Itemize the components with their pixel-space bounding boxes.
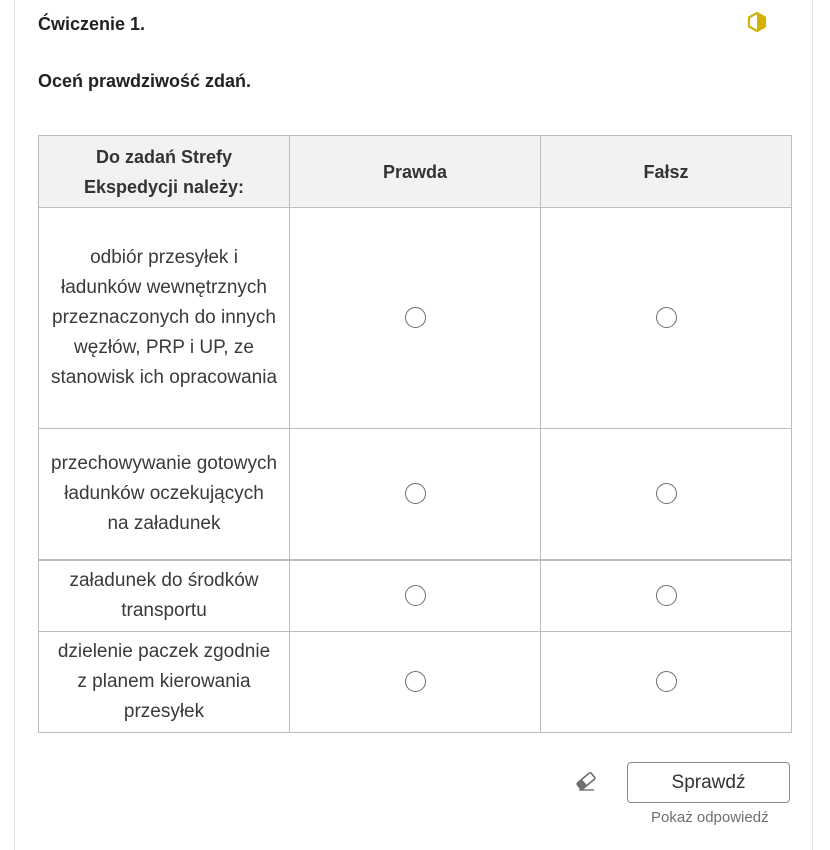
content-frame-left	[14, 0, 15, 850]
radio-prawda-4[interactable]	[405, 671, 426, 692]
prawda-cell	[290, 632, 541, 733]
table-row	[39, 560, 792, 632]
header-falsz: Fałsz	[541, 136, 792, 208]
header-statement: Do zadań Strefy Ekspedycji należy:	[39, 136, 290, 208]
table-row	[39, 208, 792, 429]
exercise-title: Ćwiczenie 1.	[38, 14, 146, 34]
exercise-instruction: Oceń prawdziwość zdań.	[38, 71, 252, 91]
prawda-cell	[290, 429, 541, 560]
hexagon-half-icon	[746, 11, 768, 33]
radio-falsz-1[interactable]	[656, 307, 677, 328]
table-row	[39, 632, 792, 733]
falsz-cell	[541, 208, 792, 429]
falsz-cell	[541, 632, 792, 733]
falsz-cell	[541, 560, 792, 632]
prawda-cell	[290, 208, 541, 429]
header-prawda: Prawda	[290, 136, 541, 208]
radio-prawda-1[interactable]	[405, 307, 426, 328]
check-button[interactable]: Sprawdź	[627, 762, 790, 803]
statement-cell: odbiór przesyłek i ładunków wewnętrznych przeznaczonych do innych węzłów, PRP i UP, ze stanowisk ich opracowania	[39, 208, 290, 429]
radio-falsz-2[interactable]	[656, 483, 677, 504]
radio-falsz-3[interactable]	[656, 585, 677, 606]
radio-falsz-4[interactable]	[656, 671, 677, 692]
statement-cell: załadunek do środków transportu	[39, 560, 290, 632]
falsz-cell	[541, 429, 792, 560]
statement-cell: dzielenie paczek zgodnie z planem kierowania przesyłek	[39, 632, 290, 733]
radio-prawda-2[interactable]	[405, 483, 426, 504]
prawda-cell	[290, 560, 541, 632]
eraser-icon[interactable]	[574, 769, 598, 793]
content-frame-right	[812, 0, 813, 850]
true-false-table	[38, 135, 792, 733]
radio-prawda-3[interactable]	[405, 585, 426, 606]
show-answer-link[interactable]: Pokaż odpowiedź	[651, 809, 769, 826]
table-row	[39, 429, 792, 560]
table-header-row	[39, 136, 792, 208]
statement-cell: przechowywanie gotowych ładunków oczekujących na załadunek	[39, 429, 290, 560]
